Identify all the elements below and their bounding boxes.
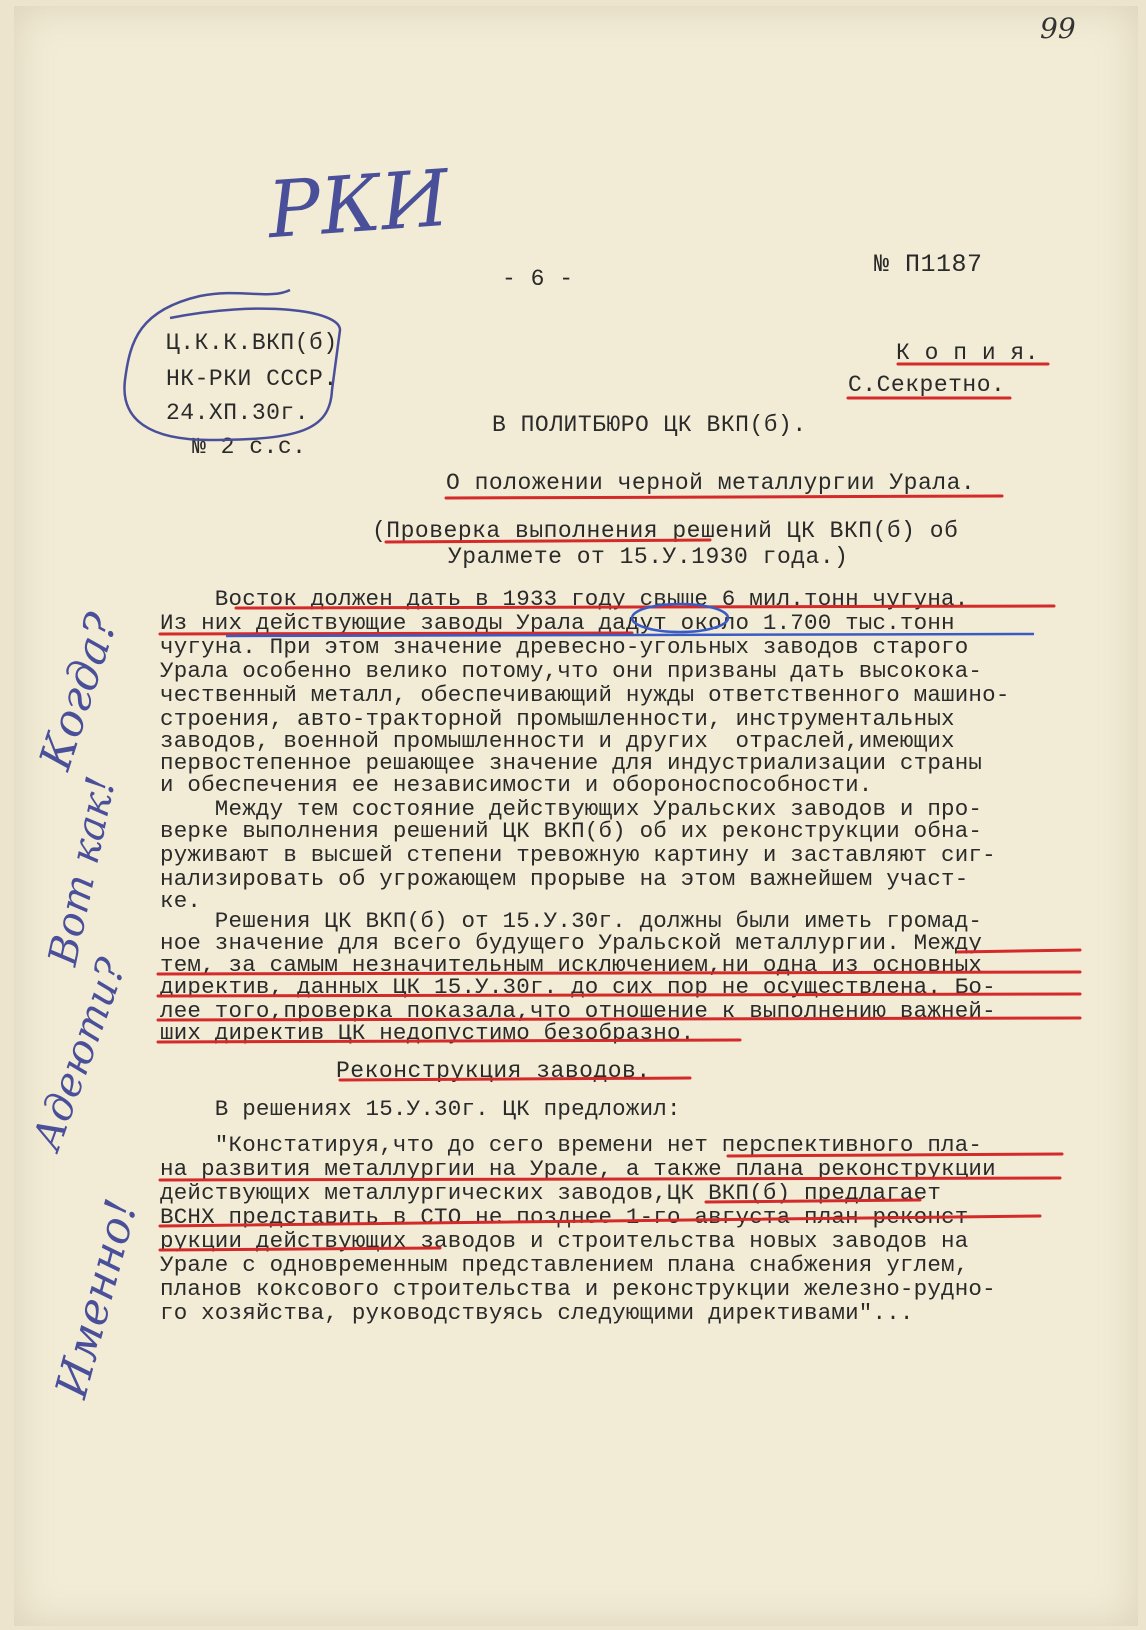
document-title: О положении черной металлургии Урала. xyxy=(446,470,976,496)
red-underline xyxy=(386,540,710,542)
header-line-1: Ц.К.К.ВКП(б) xyxy=(166,330,338,356)
body-line: планов коксового строительства и реконструкции железно-рудно- xyxy=(160,1276,996,1302)
body-line: "Констатируя,что до сего времени нет перспективного пла- xyxy=(160,1132,983,1158)
body-line: заводов, военной промышленности и других отраслей,имеющих xyxy=(160,728,955,754)
body-line: Решения ЦК ВКП(б) от 15.У.30г. должны были иметь громад- xyxy=(160,908,983,934)
body-line: строения, авто-тракторной промышленности, инструментальных xyxy=(160,706,955,732)
red-underline xyxy=(158,1040,740,1042)
subtitle-line-1: (Проверка выполнения решений ЦК ВКП(б) об xyxy=(372,518,959,544)
body-line: рукции действующих заводов и строительства новых заводов на xyxy=(160,1228,969,1254)
margin-note-3: Адеюти? xyxy=(24,952,136,1156)
section-heading: Реконструкция заводов. xyxy=(336,1058,651,1084)
margin-note-2: Вот как! xyxy=(40,772,125,970)
subtitle-line-2: Уралмете от 15.У.1930 года.) xyxy=(448,544,849,570)
body-line: чественный металл, обеспечивающий нужды ответственного машино- xyxy=(160,682,1010,708)
red-underline xyxy=(160,1178,1060,1180)
red-underline xyxy=(160,633,632,634)
body-line: лее того,проверка показала,что отношение к выполнению важней- xyxy=(160,998,996,1024)
body-line: директив, данных ЦК 15.У.30г. до сих пор не осуществлена. Бо- xyxy=(160,974,996,1000)
body-line: Урале с одновременным представлением плана снабжения углем, xyxy=(160,1252,969,1278)
body-line: В решениях 15.У.30г. ЦК предложил: xyxy=(160,1096,681,1122)
body-line: верке выполнения решений ЦК ВКП(б) об их реконструкции обна- xyxy=(160,818,983,844)
red-underline xyxy=(446,496,1002,498)
handwritten-page-number: 99 xyxy=(1040,12,1076,45)
body-line: ное значение для всего будущего Уральской металлургии. Между xyxy=(160,930,983,956)
handwritten-rki: РКИ xyxy=(265,153,452,257)
body-line: Урала особенно велико потому,что они призваны дать высококa- xyxy=(160,658,983,684)
body-line: руживают в высшей степени тревожную картину и заставляют сиг- xyxy=(160,842,996,868)
body-line: Восток должен дать в 1933 году свыше 6 мил.тонн чугуна. xyxy=(160,586,969,612)
red-underline xyxy=(340,1078,690,1080)
red-underline xyxy=(728,1154,1062,1156)
red-underline xyxy=(160,1248,440,1250)
red-underline xyxy=(158,1018,1080,1020)
header-line-4: № 2 с.с. xyxy=(192,434,307,460)
ink-loop-mark xyxy=(124,290,340,440)
red-underline xyxy=(158,994,1080,996)
body-line: Между тем состояние действующих Уральских заводов и про- xyxy=(160,796,983,822)
red-underline xyxy=(160,1216,1040,1226)
body-line: первостепенное решающее значение для индустриализации страны xyxy=(160,750,983,776)
body-line: ших директив ЦК недопустимо безобразно. xyxy=(160,1020,695,1046)
body-line: и обеспечения ее независимости и обороноспособности. xyxy=(160,772,873,798)
margin-note-4: Именно! xyxy=(46,1193,148,1404)
addressee: В ПОЛИТБЮРО ЦК ВКП(б). xyxy=(492,412,807,438)
red-underline xyxy=(706,1200,920,1202)
body-line: ке. xyxy=(160,888,202,914)
red-underline xyxy=(158,972,1080,974)
body-line: ВСНХ представить в СТО не позднее 1-го августа план реконст- xyxy=(160,1204,983,1230)
header-line-3: 24.ХП.30г. xyxy=(166,400,310,426)
body-line: нализировать об угрожающем прорыве на этом важнейшем участ- xyxy=(160,866,969,892)
body-line: чугуна. При этом значение древесно-угольных заводов старого xyxy=(160,634,969,660)
secrecy-label: С.Секретно. xyxy=(848,372,1006,398)
document-number: № П1187 xyxy=(874,250,983,279)
body-line: действующих металлургических заводов,ЦК ВКП(б) предлагает xyxy=(160,1180,942,1206)
body-line: на развития металлургии на Урале, а также плана реконструкции xyxy=(160,1156,996,1182)
copy-label: К о п и я. xyxy=(896,340,1040,366)
margin-note-1: Когда? xyxy=(30,607,129,776)
red-underline xyxy=(958,950,1080,952)
body-line: Из них действующие заводы Урала дадут около 1.700 тыс.тонн xyxy=(160,610,955,636)
body-line: тем, за самым незначительным исключением,ни одна из основных xyxy=(160,952,983,978)
header-line-2: НК-РКИ СССР. xyxy=(166,366,338,392)
page-marker: - 6 - xyxy=(502,266,574,292)
body-line: го хозяйства, руководствуясь следующими директивами"... xyxy=(160,1300,914,1326)
